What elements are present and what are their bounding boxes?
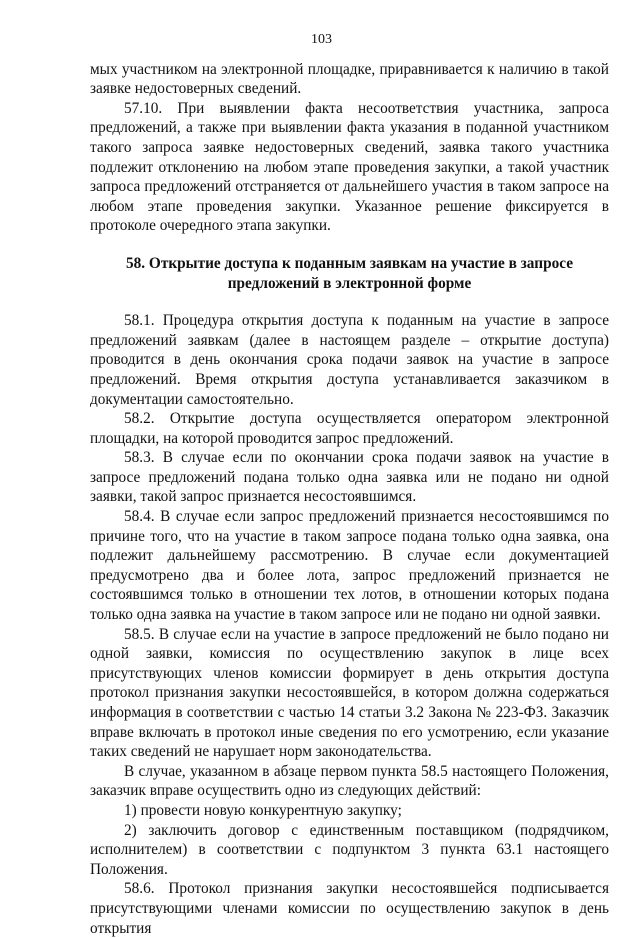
paragraph-58-2: 58.2. Открытие доступа осуществляется оператором электронной площадки, на которой проводится запрос предложений.	[90, 410, 609, 447]
paragraph-58-4: 58.4. В случае если запрос предложений признается несостоявшимся по причине того, что на участие в таком запросе подана только одна заявка, она подлежит дальнейшему рассмотрению. В случае если документацией предусмотрено два и более лота, запрос предложений признается не состоявшимся только в отношении тех лотов, в отношении которых подана только одна заявка на участие в таком запросе или не подано ни одной заявки.	[90, 508, 609, 624]
paragraph-58-5: 58.5. В случае если на участие в запросе предложений не было подано ни одной заявки, комиссия по осуществлению закупок в лице всех присутствующих членов комиссии формирует в день открытия доступа протокол признания закупки несостоявшейся, в котором должна содержаться информация в соответствии с частью 14 статьи 3.2 Закона № 223-ФЗ. Заказчик вправе включать в протокол иные сведения по его усмотрению, если указание таких сведений не нарушает норм законодательства.	[90, 625, 609, 761]
page-number: 103	[311, 32, 332, 47]
paragraph-58-5-item-2: 2) заключить договор с единственным поставщиком (подрядчиком, исполнителем) в соответствии с подпунктом 3 пункта 63.1 настоящего Положения.	[90, 821, 609, 878]
paragraph-58-3: 58.3. В случае если по окончании срока подачи заявок на участие в запросе предложений подана только одна заявка или не подано ни одной заявки, такой запрос признается несостоявшимся.	[90, 449, 609, 506]
paragraph-58-1: 58.1. Процедура открытия доступа к поданным на участие в запросе предложений заявкам (далее в настоящем разделе – открытие доступа) проводится в день окончания срока подачи заявок на участие в запросе предложений. Время открытия доступа устанавливается заказчиком в документации самостоятельно.	[90, 312, 609, 408]
paragraph-58-6: 58.6. Протокол признания закупки несостоявшейся подписывается присутствующими членами комиссии по осуществлению закупок в день открытия	[90, 880, 609, 937]
section-heading: 58. Открытие доступа к поданным заявкам на участие в запросе предложений в электронной форме	[125, 254, 573, 292]
paragraph-57-10: 57.10. При выявлении факта несоответствия участника, запроса предложений, а также при выявлении факта указания в поданной участником такого запроса заявке недостоверных сведений, заявка такого участника подлежит отклонению на любом этапе проведения закупки, а такой участник запроса предложений отстраняется от дальнейшего участия в таком запросе на любом этапе проведения закупки. Указанное решение фиксируется в протоколе очередного этапа закупки.	[90, 99, 609, 235]
paragraph-continuation: мых участником на электронной площадке, приравнивается к наличию в такой заявке недостоверных сведений.	[90, 60, 609, 98]
paragraph-58-5-item-1: 1) провести новую конкурентную закупку;	[124, 801, 402, 819]
paragraph-58-5-case: В случае, указанном в абзаце первом пункта 58.5 настоящего Положения, заказчик вправе осуществить одно из следующих действий:	[90, 762, 609, 800]
